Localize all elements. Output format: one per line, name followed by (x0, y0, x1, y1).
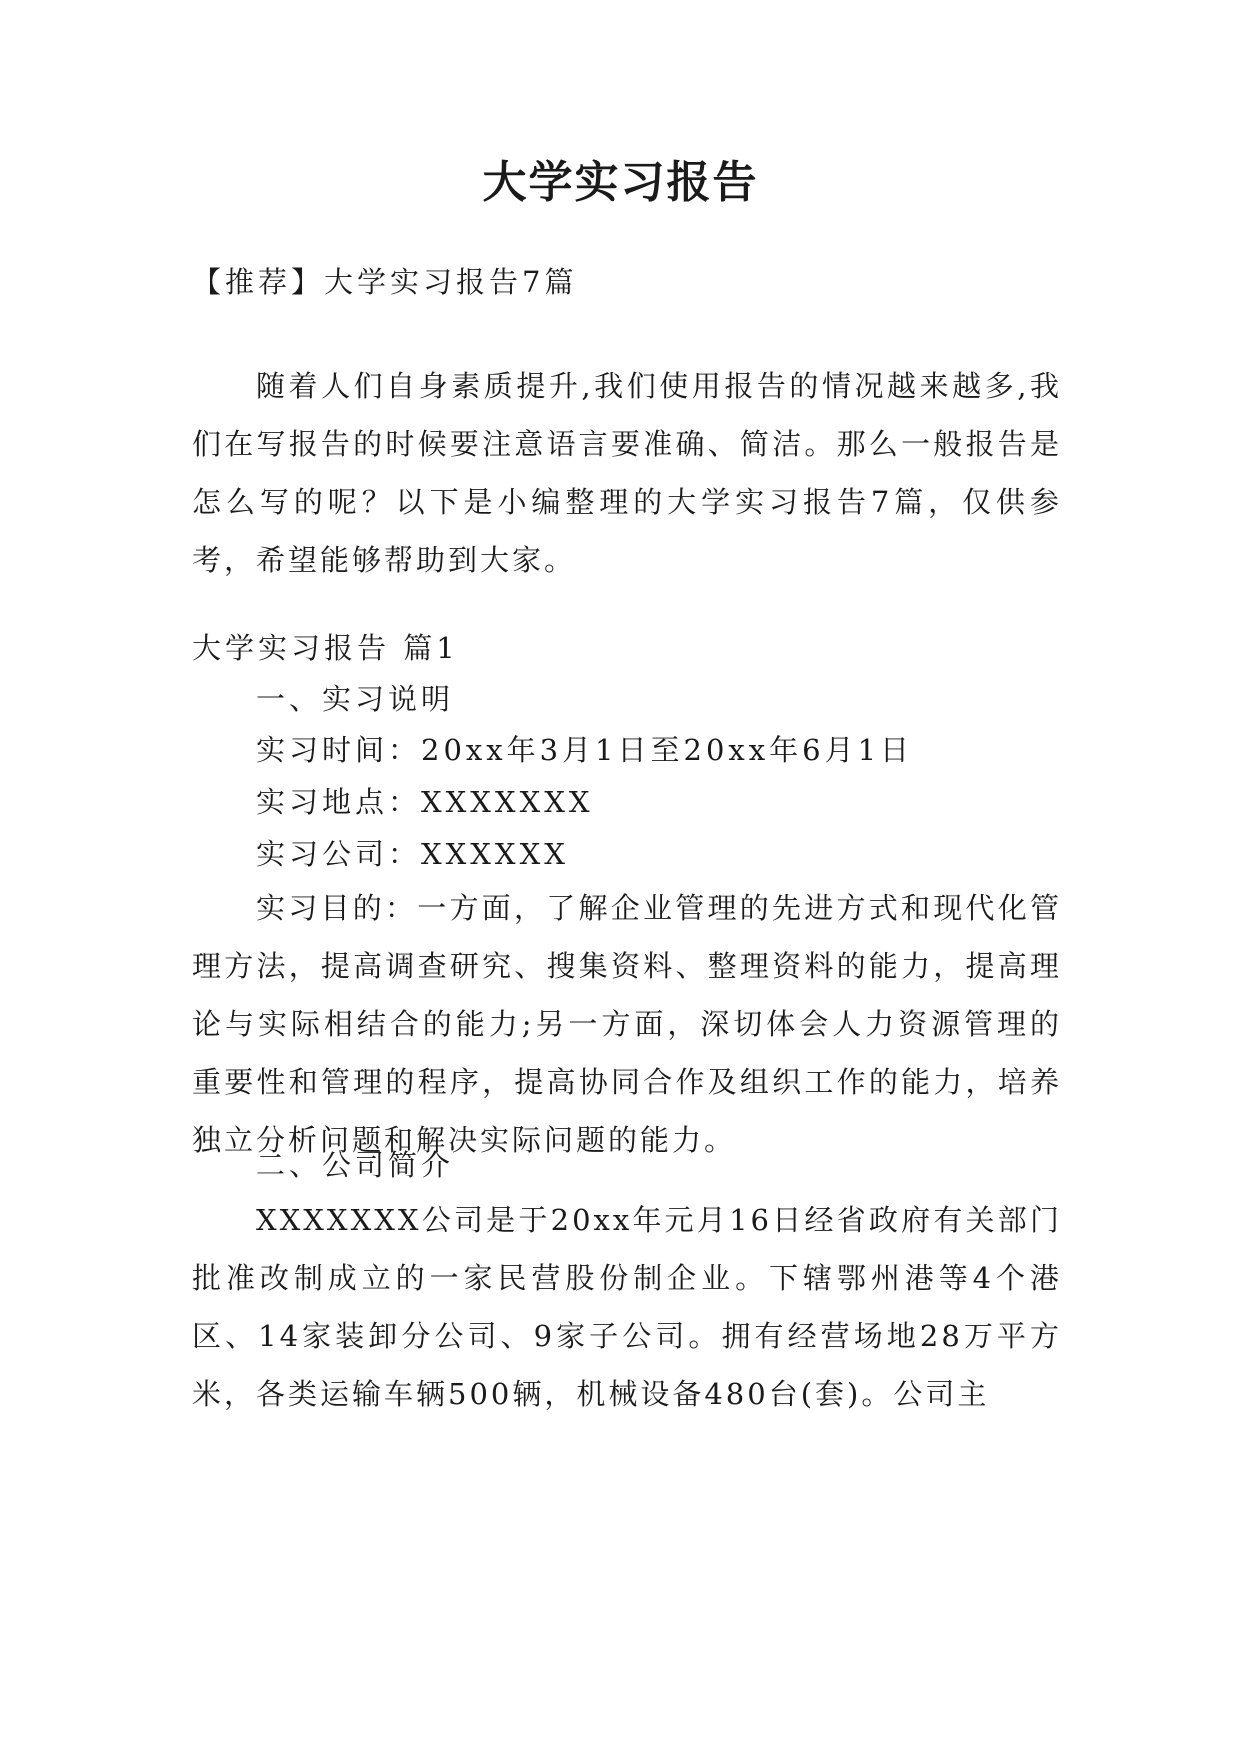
section-heading: 大学实习报告 篇1 (192, 631, 459, 665)
company-intro-paragraph: XXXXXXX公司是于20xx年元月16日经省政府有关部门批准改制成立的一家民营股份制企业。下辖鄂州港等4个港区、14家装卸分公司、9家子公司。拥有经营场地28万平方米，各类运输车辆500辆，机械设备480台(套)。公司主 (192, 1203, 1062, 1411)
internship-location: 实习地点：XXXXXXX (256, 785, 594, 819)
internship-goal-paragraph: 实习目的：一方面，了解企业管理的先进方式和现代化管理方法，提高调查研究、搜集资料、整理资料的能力，提高理论与实际相结合的能力;另一方面，深切体会人力资源管理的重要性和管理的程序，提高协同合作及组织工作的能力，培养独立分析问题和解决实际问题的能力。 (192, 891, 1062, 1157)
internship-company: 实习公司：XXXXXX (256, 837, 569, 871)
part-heading-internship-info: 一、实习说明 (256, 682, 455, 716)
document-subtitle: 【推荐】大学实习报告7篇 (192, 265, 578, 299)
intro-paragraph: 随着人们自身素质提升,我们使用报告的情况越来越多,我们在写报告的时候要注意语言要准确、简洁。那么一般报告是怎么写的呢？以下是小编整理的大学实习报告7篇，仅供参考，希望能够帮助到大家。 (192, 369, 1062, 577)
document-title: 大学实习报告 (482, 157, 759, 208)
part-heading-company-profile: 二、公司简介 (256, 1148, 455, 1182)
internship-time: 实习时间：20xx年3月1日至20xx年6月1日 (256, 733, 914, 767)
